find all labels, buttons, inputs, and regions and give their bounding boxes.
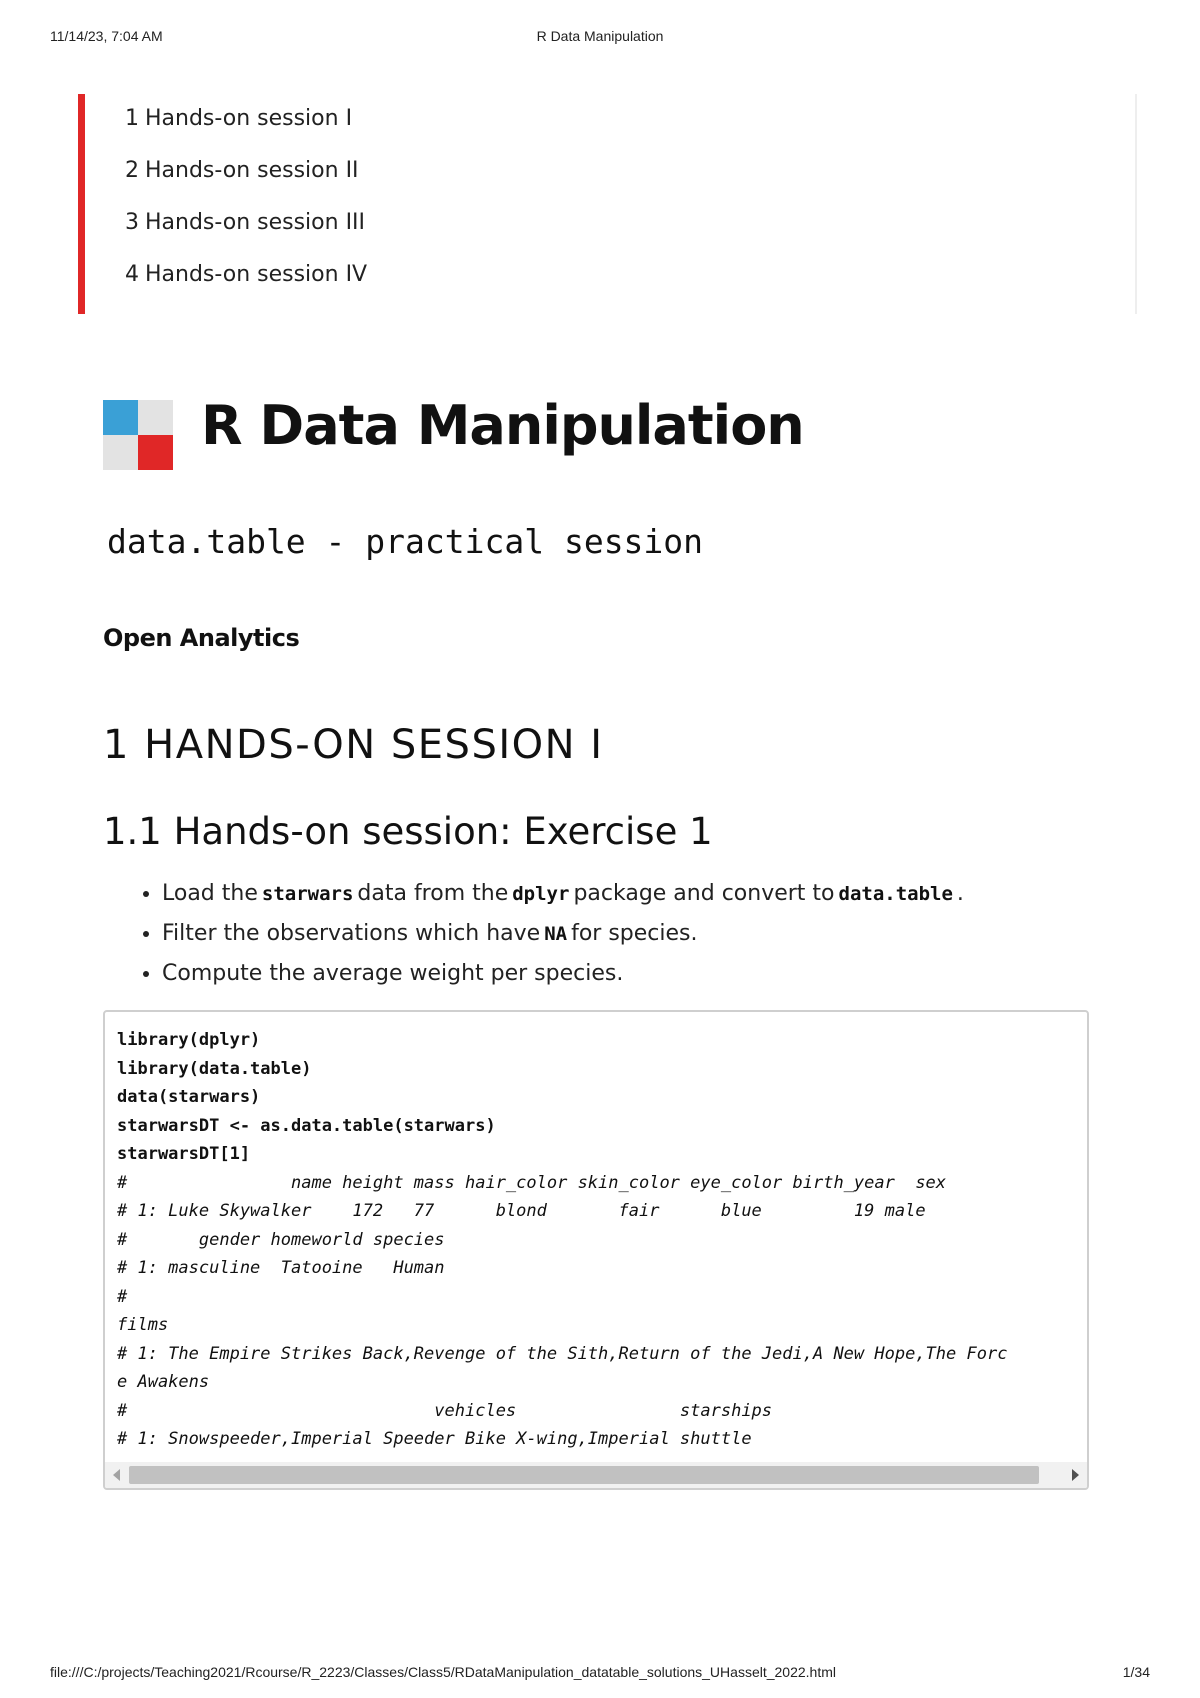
open-analytics-logo-icon <box>103 400 173 470</box>
scrollbar-thumb[interactable] <box>129 1466 1039 1484</box>
code-output-line: # name height mass hair_color skin_color eye_color birth_year sex <box>117 1172 947 1193</box>
toc-item-2[interactable]: 2 Hands-on session II <box>125 158 359 183</box>
scroll-left-icon[interactable] <box>113 1469 120 1481</box>
toc-item-3[interactable]: 3 Hands-on session III <box>125 210 366 235</box>
toc-item-label: Hands-on session III <box>145 210 366 235</box>
code-source-line: data(starwars) <box>117 1087 261 1107</box>
code-output-line: # vehicles starships <box>117 1400 773 1421</box>
list-item: • Compute the average weight per species. <box>162 960 964 988</box>
page-title: R Data Manipulation <box>201 394 804 457</box>
code-output-line: # <box>117 1286 128 1307</box>
horizontal-scrollbar[interactable] <box>105 1462 1087 1488</box>
toc-item-1[interactable]: 1 Hands-on session I <box>125 106 353 131</box>
list-item: • Load the starwars data from the dplyr package and convert to data.table . <box>162 880 964 908</box>
table-of-contents <box>78 94 1137 314</box>
scroll-right-icon[interactable] <box>1072 1469 1079 1481</box>
print-title: R Data Manipulation <box>536 28 664 44</box>
code-output-line: # gender homeworld species <box>117 1229 445 1250</box>
code-output-line: films <box>117 1315 169 1335</box>
section-heading: 1 HANDS-ON SESSION I <box>103 722 604 768</box>
subsection-heading: 1.1 Hands-on session: Exercise 1 <box>103 810 713 853</box>
code-source-line: starwarsDT[1] <box>117 1144 251 1164</box>
code-output-line: e Awakens <box>117 1372 210 1392</box>
code-output-line: # 1: The Empire Strikes Back,Revenge of the Sith,Return of the Jedi,A New Hope,The Forc <box>117 1343 1008 1364</box>
exercise-bullets <box>130 880 964 1000</box>
toc-item-label: Hands-on session IV <box>145 262 368 287</box>
author: Open Analytics <box>103 624 300 652</box>
code-output-line: # 1: Luke Skywalker 172 77 blond fair blue 19 male <box>117 1201 926 1221</box>
code-output-line: # 1: Snowspeeder,Imperial Speeder Bike X-wing,Imperial shuttle <box>117 1429 752 1449</box>
print-url: file:///C:/projects/Teaching2021/Rcourse/R_2223/Classes/Class5/RDataManipulation_datatable_solutions_UHasselt_2022.html <box>50 1664 836 1680</box>
print-datetime: 11/14/23, 7:04 AM <box>50 28 163 44</box>
page-subtitle: data.table - practical session <box>107 522 704 561</box>
print-footer <box>50 1664 1150 1684</box>
toc-item-label: Hands-on session I <box>145 106 353 131</box>
page-number: 1/34 <box>1122 1664 1150 1680</box>
list-item: • Filter the observations which have NA for species. <box>162 920 964 948</box>
print-header <box>50 28 1150 48</box>
toc-item-label: Hands-on session II <box>145 158 359 183</box>
code-source-line: starwarsDT <- as.data.table(starwars) <box>117 1115 496 1136</box>
code-source-line: library(dplyr) <box>117 1030 261 1050</box>
code-source-line: library(data.table) <box>117 1058 312 1079</box>
code-output-line: # 1: masculine Tatooine Human <box>117 1258 445 1278</box>
toc-item-4[interactable]: 4 Hands-on session IV <box>125 262 368 287</box>
code-block[interactable] <box>103 1010 1089 1490</box>
